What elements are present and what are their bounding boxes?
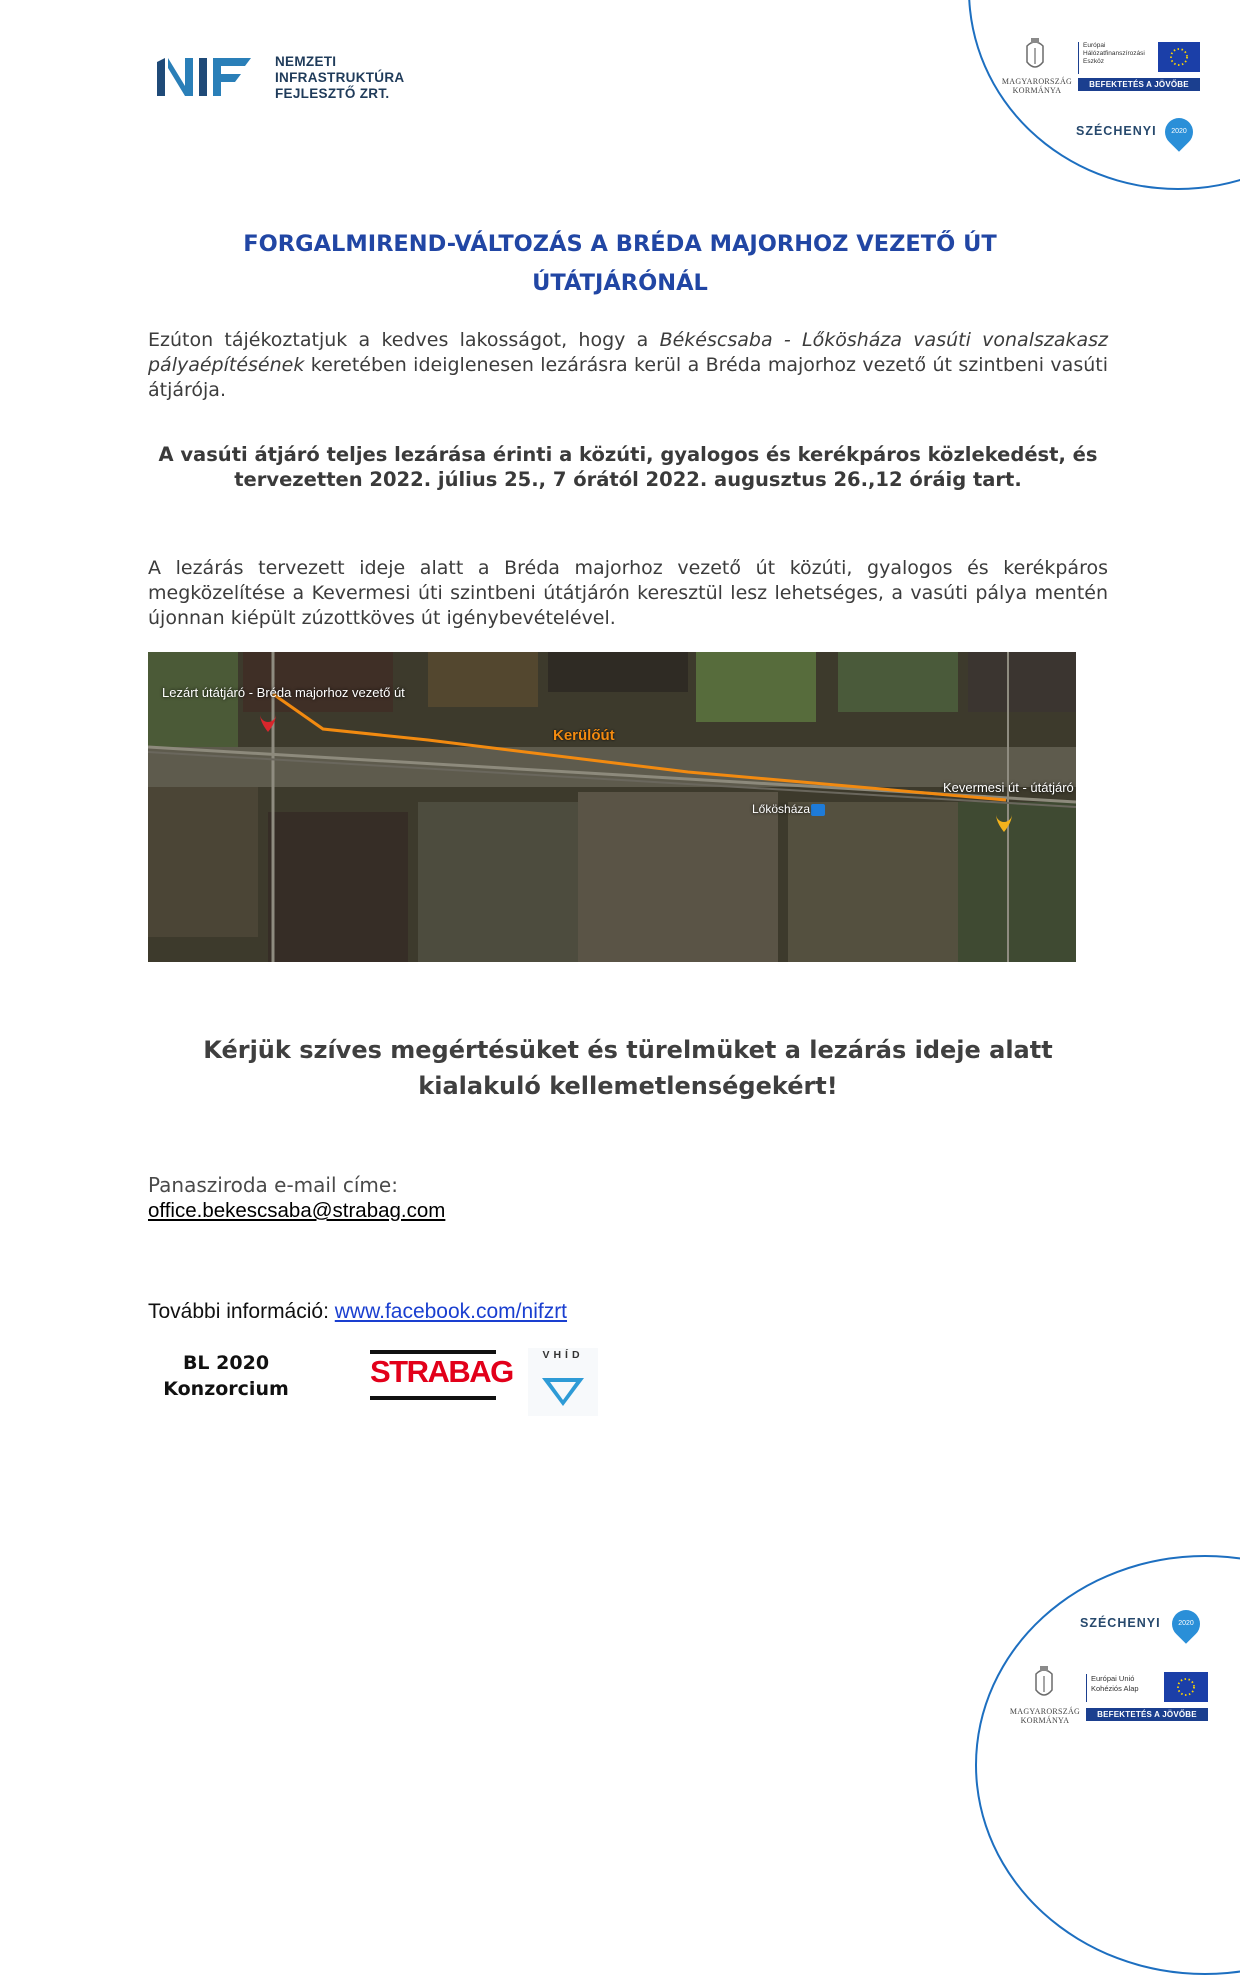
more-info-label: További információ: <box>148 1300 335 1323</box>
eu-flag-icon <box>1158 42 1200 72</box>
eu-line: Európai <box>1083 42 1106 49</box>
gov-line: MAGYARORSZÁG <box>1009 1707 1081 1716</box>
gov-text-top <box>998 77 1076 95</box>
intro-text-end: keretében ideiglenesen lezárásra kerül a Bréda majorhoz vezető út szintbeni vasúti átjárója. <box>148 354 1108 401</box>
strabag-logo-text: STRABAG <box>370 1354 513 1389</box>
station-icon <box>811 804 825 816</box>
page-title <box>150 225 1090 303</box>
vhid-logo-text: VHÍD <box>542 1349 584 1361</box>
org-line: FEJLESZTŐ ZRT. <box>275 86 390 101</box>
szechenyi-label: SZÉCHENYI <box>1076 124 1157 138</box>
map-label-closed: Lezárt útátjáró - Bréda majorhoz vezető út <box>162 685 405 700</box>
intro-italic: Békéscsaba - Lőkösháza vasúti vonalszakasz pályaépítésének <box>148 329 1109 376</box>
footer-hungarian-crest-icon <box>1032 1664 1056 1702</box>
gov-line: KORMÁNYA <box>1012 86 1062 95</box>
eu-line: Hálózatfinanszírozási <box>1083 50 1145 57</box>
org-line: INFRASTRUKTÚRA <box>275 70 405 85</box>
closure-notice: A vasúti átjáró teljes lezárása érinti a közúti, gyalogos és kerékpáros közlekedést, és tervezetten 2022. július 25., 7 órától 2022. augusztus 26.,12 óráig tart. <box>158 443 1098 491</box>
eu-cef-text <box>1078 42 1145 74</box>
footer-eu-cohesion-text <box>1086 1674 1147 1702</box>
intro-text: Ezúton tájékoztatjuk a kedves lakosságot, hogy a <box>148 329 660 351</box>
footer-szechenyi-year: 2020 <box>1178 1620 1194 1627</box>
consortium-line: Konzorcium <box>163 1378 289 1400</box>
facebook-link[interactable]: www.facebook.com/nifzrt <box>334 1300 568 1323</box>
detour-map <box>148 652 1076 962</box>
consortium-line: BL 2020 <box>182 1352 270 1374</box>
hungarian-crest-icon <box>1023 36 1047 74</box>
title-line: FORGALMIREND-VÁLTOZÁS A BRÉDA MAJORHOZ VEZETŐ ÚT <box>243 231 997 257</box>
map-label-kevermesi: Kevermesi út - útátjáró <box>943 780 1074 795</box>
szechenyi-year: 2020 <box>1171 128 1187 135</box>
eu-line: Európai Unió <box>1091 1674 1135 1683</box>
nif-logo-text <box>275 54 404 102</box>
closing-message: Kérjük szíves megértésüket és türelmüket a lezárás ideje alatt kialakuló kellemetlenségekért! <box>203 1036 1053 1100</box>
detour-paragraph: A lezárás tervezett ideje alatt a Bréda majorhoz vezető út közúti, gyalogos és kerékpáros megközelítése a Kevermesi úti szintbeni útátjárón keresztül lesz lehetséges, a vasúti pálya mentén újonnan kiépült zúzottköves út igénybevételével. <box>148 557 1108 629</box>
gov-line: MAGYARORSZÁG <box>1001 77 1073 86</box>
nif-logo-mark <box>155 56 265 98</box>
map-label-town: Lőkösháza <box>752 802 811 816</box>
footer-eu-flag-icon <box>1164 1672 1208 1702</box>
footer-gov-text <box>1006 1707 1084 1725</box>
eu-line: Kohéziós Alap <box>1091 1684 1139 1693</box>
map-label-detour: Kerülőút <box>553 727 615 744</box>
footer-szechenyi-label: SZÉCHENYI <box>1080 1616 1161 1630</box>
more-info <box>148 1300 567 1324</box>
consortium-label <box>150 1350 302 1402</box>
complaint-email-link[interactable]: office.bekescsaba@strabag.com <box>148 1199 446 1222</box>
decorative-arc-top <box>968 0 1240 190</box>
befektetes-banner: BEFEKTETÉS A JÖVŐBE <box>1078 78 1200 91</box>
org-line: NEMZETI <box>275 54 337 69</box>
eu-line: Eszköz <box>1083 58 1104 65</box>
footer-befektetes-banner: BEFEKTETÉS A JÖVŐBE <box>1086 1708 1208 1721</box>
complaint-label: Panasziroda e-mail címe: <box>148 1173 398 1197</box>
gov-line: KORMÁNYA <box>1020 1716 1070 1725</box>
intro-paragraph <box>148 328 1108 403</box>
title-line: ÚTÁTJÁRÓNÁL <box>532 270 708 296</box>
